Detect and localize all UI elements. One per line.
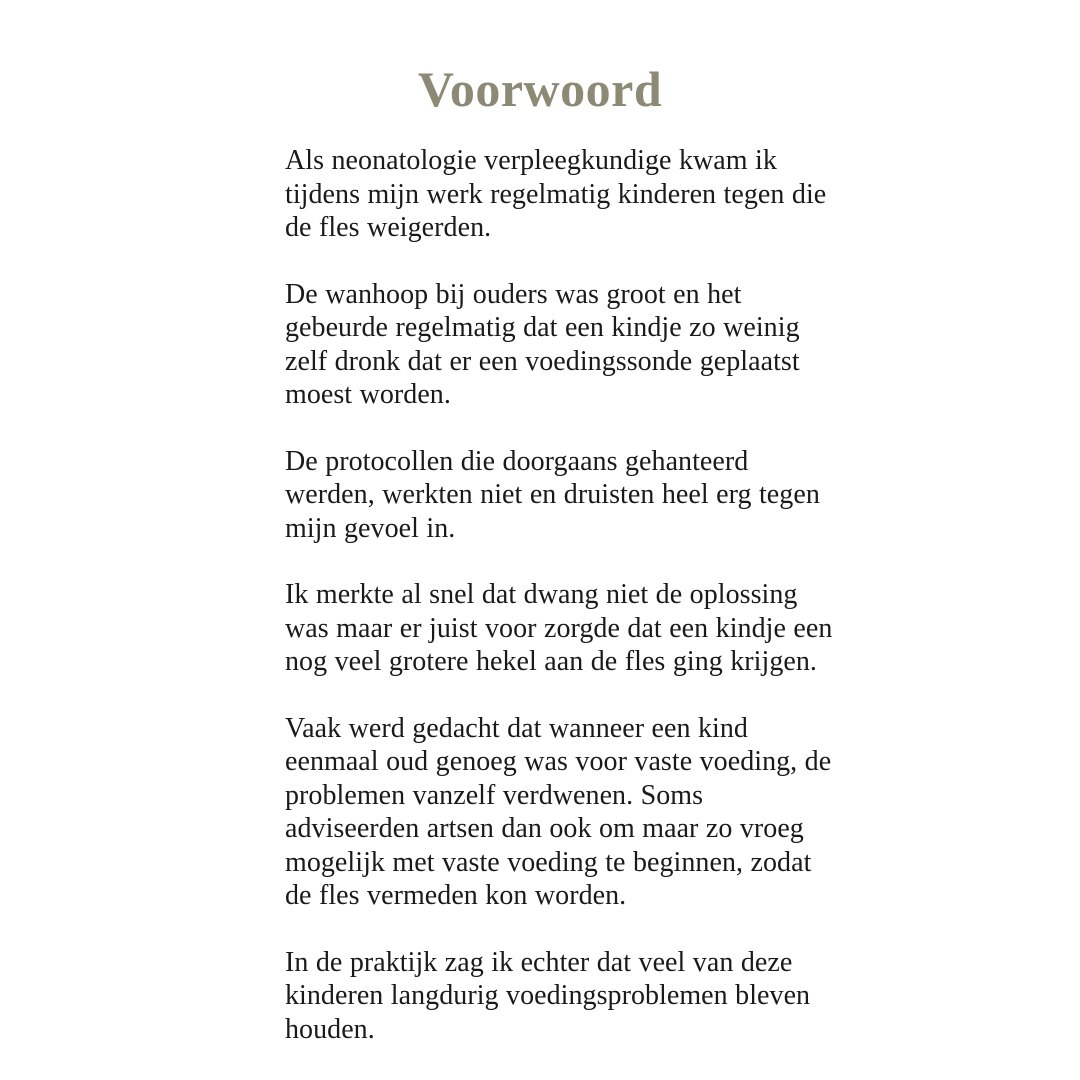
page-title: Voorwoord bbox=[417, 61, 663, 117]
body-paragraph-1: Als neonatologie verpleegkundige kwam ik tijdens mijn werk regelmatig kinderen tegen die de fles weigerden. bbox=[285, 145, 827, 243]
body-text-column bbox=[285, 144, 833, 1046]
body-paragraph-6: In de praktijk zag ik echter dat veel van deze kinderen langdurig voedingsproblemen bleven houden. bbox=[285, 946, 811, 1045]
body-paragraph-4: Ik merkte al snel dat dwang niet de oplossing was maar er juist voor zorgde dat een kindje een nog veel grotere hekel aan de fles ging krijgen. bbox=[285, 579, 833, 677]
body-paragraph-2: De wanhoop bij ouders was groot en het gebeurde regelmatig dat een kindje zo weinig zelf dronk dat er een voedingssonde geplaatst moest worden. bbox=[285, 278, 800, 410]
body-paragraph-5: Vaak werd gedacht dat wanneer een kind eenmaal oud genoeg was voor vaste voeding, de problemen vanzelf verdwenen. Soms adviseerden artsen dan ook om maar zo vroeg mogelijk met vaste voeding te beginnen, zodat de fles vermeden kon worden. bbox=[285, 712, 832, 911]
body-paragraph-3: De protocollen die doorgaans gehanteerd werden, werkten niet en druisten heel erg tegen mijn gevoel in. bbox=[285, 445, 820, 544]
